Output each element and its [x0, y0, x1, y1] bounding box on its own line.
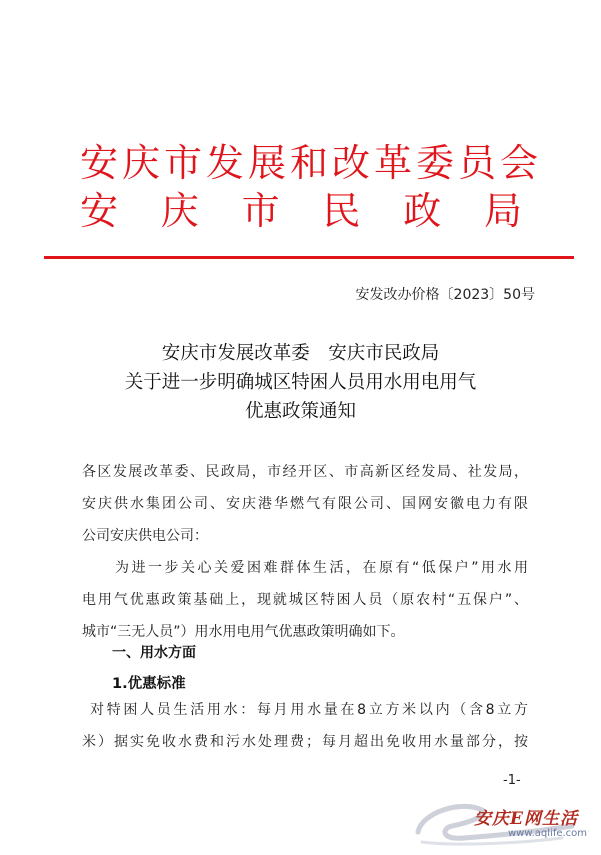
intro-line: 电用气优惠政策基础上，现就城区特困人员（原农村“五保户”、: [82, 592, 528, 608]
body-line: 米）据实免收水费和污水处理费；每月超出免收用水量部分，按: [82, 734, 528, 750]
title-line-1: 安庆市发展改革委 安庆市民政局: [161, 343, 440, 364]
org2-char: 民: [322, 189, 361, 233]
red-divider: [44, 256, 574, 259]
title-line-2: 关于进一步明确城区特困人员用水用电用气: [124, 372, 477, 393]
sub-heading: 1.优惠标准: [112, 676, 186, 692]
intro-line: 城市“三无人员”）用水用电用气优惠政策明确如下。: [82, 624, 405, 640]
org2-char: 政: [403, 189, 442, 233]
addressee-line: 各区发展改革委、民政局，市经开区、市高新区经发局、社发局，: [82, 464, 528, 480]
intro-line: 为进一步关心关爱困难群体生活，在原有“低保户”用水用: [82, 560, 528, 576]
page-number: -1-: [503, 773, 521, 788]
issuing-org-line-2: [80, 188, 522, 234]
document-number: 安发改办价格〔2023〕50号: [355, 287, 535, 303]
addressee-line: 安庆供水集团公司、安庆港华燃气有限公司、国网安徽电力有限: [82, 496, 528, 512]
watermark-url: www.aqlife.com: [508, 828, 588, 839]
org2-char: 市: [241, 189, 280, 233]
issuing-org-line-1: 安庆市发展和改革委员会: [80, 141, 543, 185]
watermark-site-name: 安庆E网生活: [474, 809, 578, 829]
body-line: 对特困人员生活用水：每月用水量在8立方米以内（含8立方: [90, 702, 528, 718]
section-heading: 一、用水方面: [112, 645, 196, 661]
org2-char: 局: [483, 189, 522, 233]
org2-char: 庆: [160, 189, 199, 233]
org2-char: 安: [80, 189, 119, 233]
addressee-line: 公司安庆供电公司：: [82, 528, 208, 544]
title-line-3: 优惠政策通知: [244, 401, 356, 422]
site-watermark: [412, 792, 601, 851]
